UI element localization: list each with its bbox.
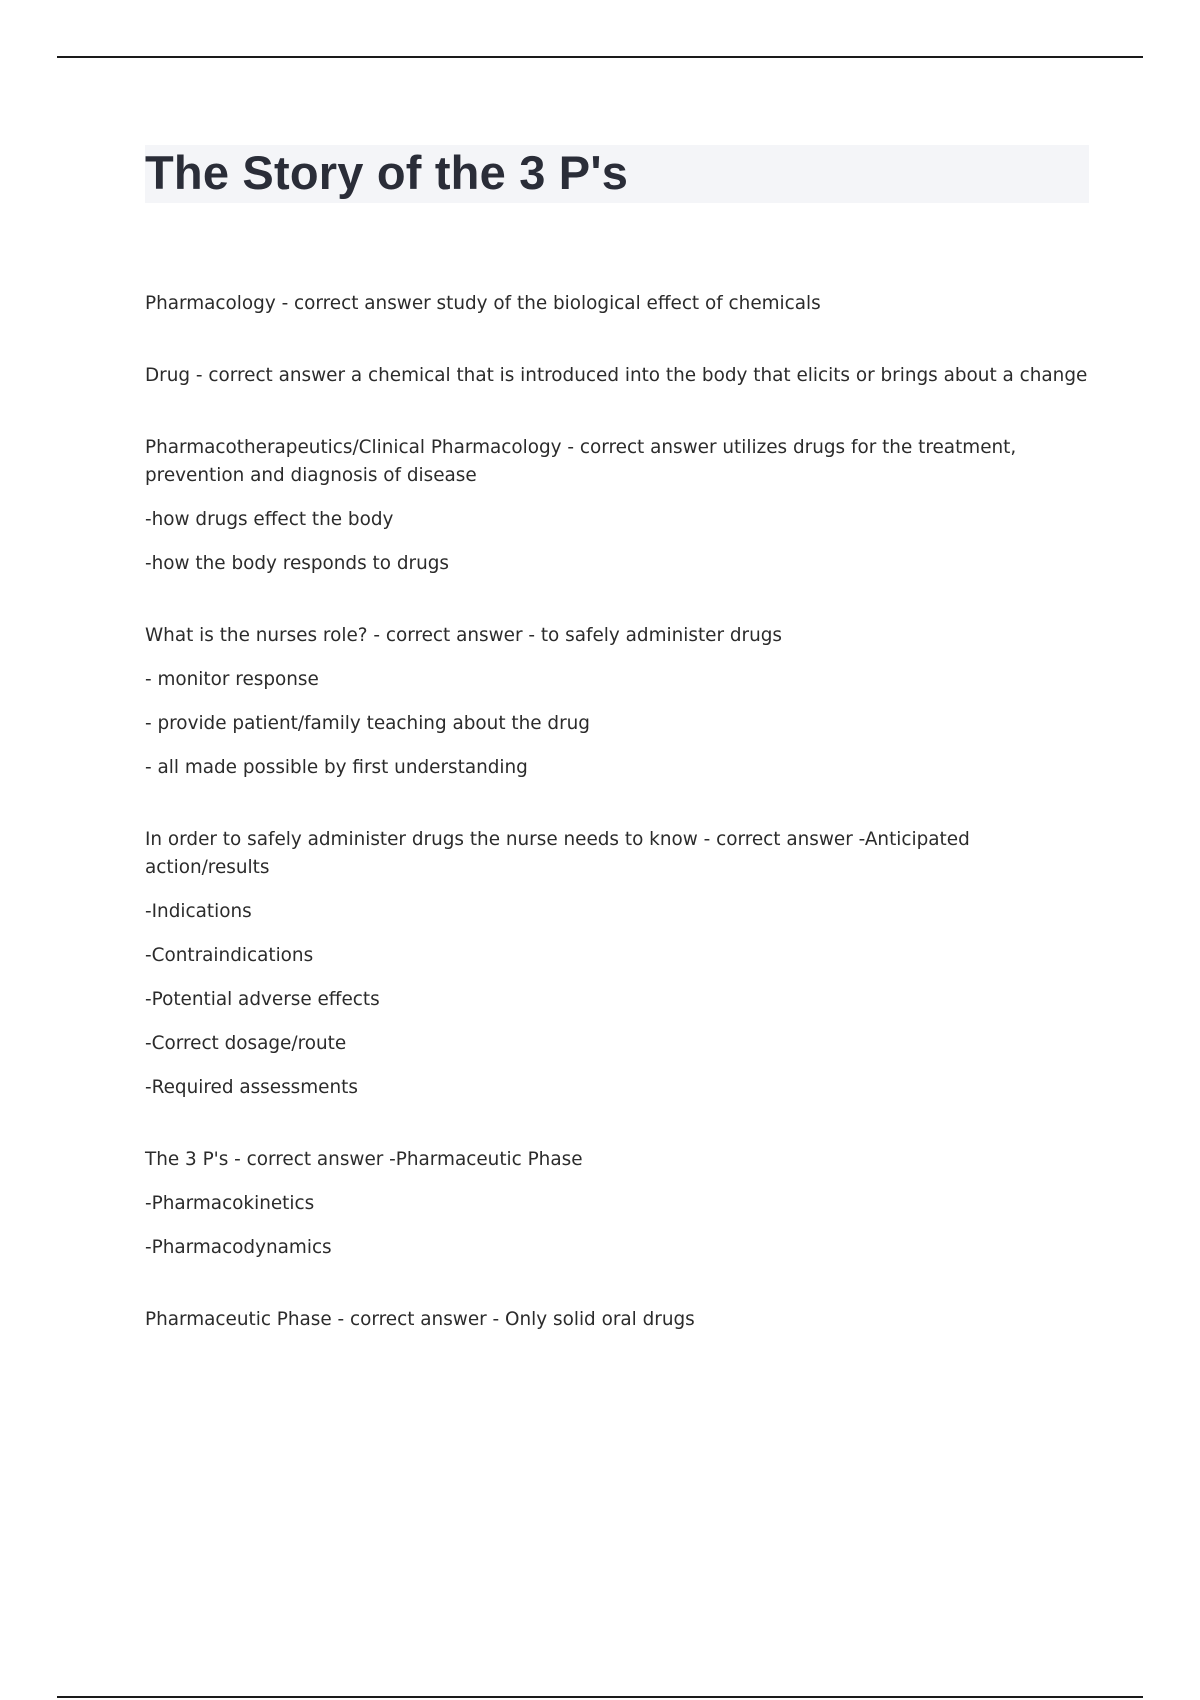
- entry-line: -how the body responds to drugs: [145, 553, 449, 574]
- document-body: [145, 290, 1095, 1378]
- entry-line: - provide patient/family teaching about the drug: [145, 713, 590, 734]
- bottom-rule: [57, 1696, 1143, 1698]
- page-title: The Story of the 3 P's: [145, 146, 629, 199]
- entry-line: In order to safely administer drugs the nurse needs to know - correct answer -Anticipated action/results: [145, 829, 970, 878]
- entry-line: Pharmacotherapeutics/Clinical Pharmacology - correct answer utilizes drugs for the treatment, prevention and diagnosis of disease: [145, 437, 1017, 486]
- entry-pharmacotherapeutics: [145, 434, 1095, 578]
- entry-line: -Indications: [145, 901, 252, 922]
- entry-line: - all made possible by first understanding: [145, 757, 528, 778]
- entry-drug: [145, 362, 1095, 390]
- entry-nurses-role: [145, 622, 1095, 782]
- entry-line: -Contraindications: [145, 945, 314, 966]
- entry-line: -Pharmacodynamics: [145, 1237, 332, 1258]
- entry-safe-administration: [145, 826, 1095, 1102]
- entry-line: - monitor response: [145, 669, 319, 690]
- entry-line: -Potential adverse effects: [145, 989, 380, 1010]
- entry-pharmaceutic-phase: [145, 1306, 1095, 1334]
- entry-line: -Pharmacokinetics: [145, 1193, 315, 1214]
- entry-line: -how drugs effect the body: [145, 509, 394, 530]
- entry-line: -Required assessments: [145, 1077, 358, 1098]
- entry-line: Pharmacology - correct answer study of the biological effect of chemicals: [145, 293, 821, 314]
- entry-line: Drug - correct answer a chemical that is introduced into the body that elicits or brings about a change: [145, 365, 1088, 386]
- entry-line: The 3 P's - correct answer -Pharmaceutic Phase: [145, 1149, 583, 1170]
- entry-three-ps: [145, 1146, 1095, 1262]
- entry-line: -Correct dosage/route: [145, 1033, 347, 1054]
- entry-pharmacology: [145, 290, 1095, 318]
- entry-line: What is the nurses role? - correct answer - to safely administer drugs: [145, 625, 783, 646]
- entry-line: Pharmaceutic Phase - correct answer - Only solid oral drugs: [145, 1309, 695, 1330]
- top-rule: [57, 56, 1143, 58]
